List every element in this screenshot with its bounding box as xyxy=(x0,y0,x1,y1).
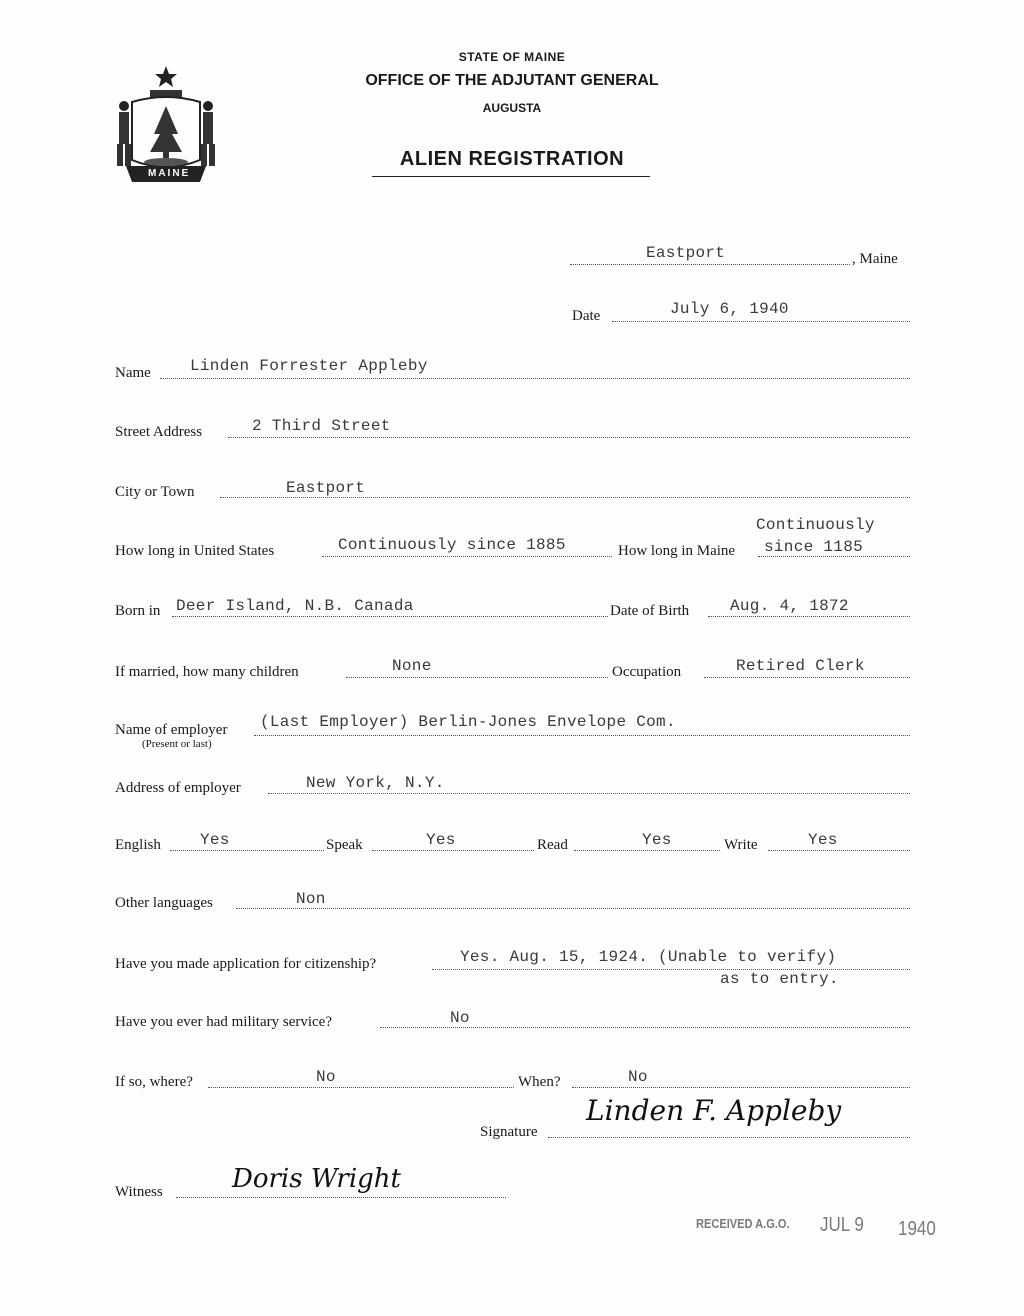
when-value: No xyxy=(628,1068,648,1086)
date-line xyxy=(612,321,910,322)
employer-address-line xyxy=(268,793,910,794)
speak-label: Speak xyxy=(326,837,363,853)
where-value: No xyxy=(316,1068,336,1086)
signature-value: Linden F. Appleby xyxy=(586,1094,842,1127)
where-label: If so, where? xyxy=(115,1074,193,1090)
write-label: Write xyxy=(724,837,758,853)
maine-duration-value-1: Continuously xyxy=(756,516,875,534)
city-label: City or Town xyxy=(115,484,195,500)
street-line xyxy=(228,437,910,438)
born-in-label: Born in xyxy=(115,603,161,619)
us-duration-label: How long in United States xyxy=(115,543,275,559)
header-office: OFFICE OF THE ADJUTANT GENERAL xyxy=(365,72,659,89)
seal-text: MAINE xyxy=(148,168,191,179)
maine-duration-line xyxy=(758,556,910,557)
read-value: Yes xyxy=(642,831,672,849)
occupation-line xyxy=(704,677,910,678)
place-value: Eastport xyxy=(646,244,726,262)
maine-duration-value-2: since 1185 xyxy=(764,538,864,556)
write-value: Yes xyxy=(808,831,838,849)
citizenship-value-1: Yes. Aug. 15, 1924. (Unable to verify) xyxy=(460,948,837,966)
dob-line xyxy=(708,616,910,617)
witness-line xyxy=(176,1197,506,1198)
dob-value: Aug. 4, 1872 xyxy=(730,597,849,615)
write-line xyxy=(768,850,910,851)
when-line xyxy=(572,1087,910,1088)
read-line xyxy=(574,850,720,851)
employer-line xyxy=(254,735,910,736)
witness-value: Doris Wright xyxy=(232,1164,401,1194)
header-state: STATE OF MAINE xyxy=(458,50,566,64)
place-line xyxy=(570,264,850,265)
military-line xyxy=(380,1027,910,1028)
military-label: Have you ever had military service? xyxy=(115,1014,332,1030)
page-title: ALIEN REGISTRATION xyxy=(399,148,625,170)
citizenship-label: Have you made application for citizenship? xyxy=(115,956,377,972)
street-value: 2 Third Street xyxy=(252,417,391,435)
other-languages-line xyxy=(236,908,910,909)
employer-value: (Last Employer) Berlin-Jones Envelope Com. xyxy=(260,713,676,731)
where-line xyxy=(208,1087,514,1088)
children-line xyxy=(346,677,608,678)
employer-address-label: Address of employer xyxy=(115,780,241,796)
english-line xyxy=(170,850,324,851)
stamp-date: JUL 9 xyxy=(820,1214,864,1236)
header-city: AUGUSTA xyxy=(482,101,542,115)
state-seal xyxy=(110,62,222,190)
citizenship-value-2: as to entry. xyxy=(720,970,839,988)
signature-label: Signature xyxy=(480,1124,538,1140)
maine-duration-label: How long in Maine xyxy=(618,543,736,559)
when-label: When? xyxy=(518,1074,561,1090)
signature-line xyxy=(548,1137,910,1138)
children-value: None xyxy=(392,657,432,675)
received-stamp xyxy=(696,1214,946,1248)
city-value: Eastport xyxy=(286,479,366,497)
military-value: No xyxy=(450,1009,470,1027)
read-label: Read xyxy=(537,837,568,853)
date-value: July 6, 1940 xyxy=(670,300,789,318)
employer-address-value: New York, N.Y. xyxy=(306,774,445,792)
title-underline xyxy=(372,176,650,177)
stamp-year: 1940 xyxy=(898,1218,936,1240)
witness-label: Witness xyxy=(115,1184,163,1200)
children-label: If married, how many children xyxy=(115,664,299,680)
occupation-value: Retired Clerk xyxy=(736,657,865,675)
street-label: Street Address xyxy=(115,424,203,440)
name-line xyxy=(160,378,910,379)
place-suffix: , Maine xyxy=(852,251,898,267)
city-line xyxy=(220,497,910,498)
employer-sublabel: (Present or last) xyxy=(142,738,212,750)
english-value: Yes xyxy=(200,831,230,849)
us-duration-value: Continuously since 1885 xyxy=(338,536,566,554)
dob-label: Date of Birth xyxy=(610,603,690,619)
born-in-line xyxy=(172,616,608,617)
other-languages-label: Other languages xyxy=(115,895,213,911)
occupation-label: Occupation xyxy=(612,664,682,680)
other-languages-value: Non xyxy=(296,890,326,908)
english-label: English xyxy=(115,837,161,853)
employer-label: Name of employer xyxy=(115,722,228,738)
speak-value: Yes xyxy=(426,831,456,849)
stamp-received: RECEIVED A.G.O. xyxy=(696,1216,790,1231)
born-in-value: Deer Island, N.B. Canada xyxy=(176,597,414,615)
name-label: Name xyxy=(115,365,151,381)
speak-line xyxy=(372,850,534,851)
name-value: Linden Forrester Appleby xyxy=(190,357,428,375)
date-label: Date xyxy=(572,308,601,324)
us-duration-line xyxy=(322,556,612,557)
